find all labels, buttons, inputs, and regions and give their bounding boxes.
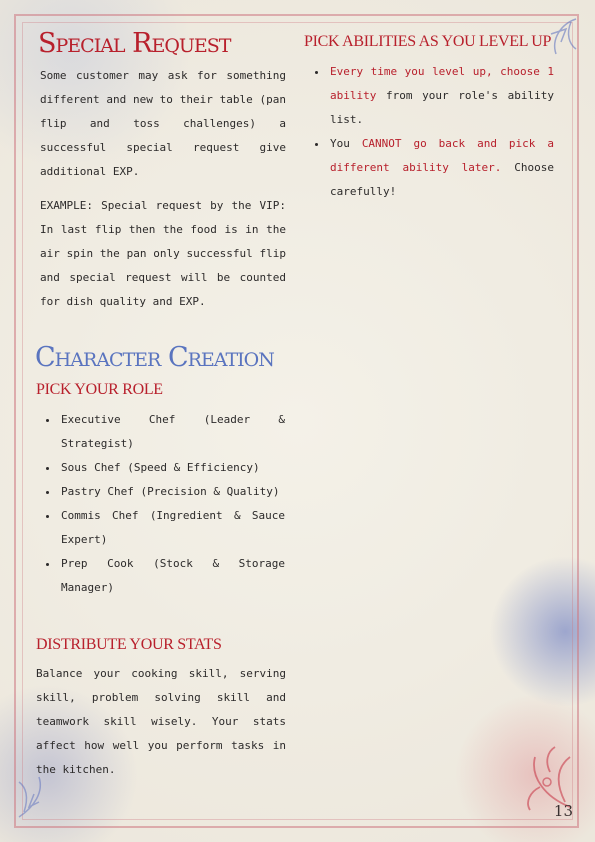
abilities-list	[306, 60, 554, 204]
page-number: 13	[553, 802, 573, 820]
role-list	[37, 408, 285, 600]
distribute-stats-paragraph: Balance your cooking skill, serving skill, problem solving skill and teamwork skill wisely. Your stats affect how well you perform tasks in the kitchen.	[36, 667, 286, 776]
abilities-list-item	[328, 60, 554, 132]
abilities-emphasis: Every time you level up, choose 1 ability	[330, 65, 554, 102]
role-list-item: • Pastry Chef (Precision & Quality)	[59, 480, 285, 504]
special-request-paragraph: Some customer may ask for something different and new to their table (pan flip and toss challenges) a successful special request give additional EXP.	[40, 69, 286, 178]
role-list-item: • Executive Chef (Leader & Strategist)	[59, 408, 285, 456]
pick-role-heading: PICK YOUR ROLE	[36, 381, 163, 398]
abilities-text: from your role's ability list.	[330, 89, 554, 126]
special-request-heading: Special Request	[38, 28, 231, 59]
abilities-text: You	[330, 137, 362, 150]
role-list-item: • Prep Cook (Stock & Storage Manager)	[59, 552, 285, 600]
special-request-example: EXAMPLE: Special request by the VIP: In last flip then the food is in the air spin the pan only successful flip and special request will be counted for dish quality and EXP.	[40, 199, 286, 308]
role-list-item: • Sous Chef (Speed & Efficiency)	[59, 456, 285, 480]
abilities-emphasis: CANNOT go back and pick a different ability later.	[330, 137, 554, 174]
abilities-list-item	[328, 132, 554, 204]
corner-flourish-bottom-right	[485, 712, 575, 812]
abilities-text: Choose carefully!	[330, 161, 554, 198]
character-creation-heading: Character Creation	[35, 342, 274, 373]
role-list-item: • Commis Chef (Ingredient & Sauce Expert)	[59, 504, 285, 552]
abilities-heading: PICK ABILITIES AS YOU LEVEL UP	[304, 33, 552, 50]
distribute-stats-heading: DISTRIBUTE YOUR STATS	[36, 636, 222, 653]
